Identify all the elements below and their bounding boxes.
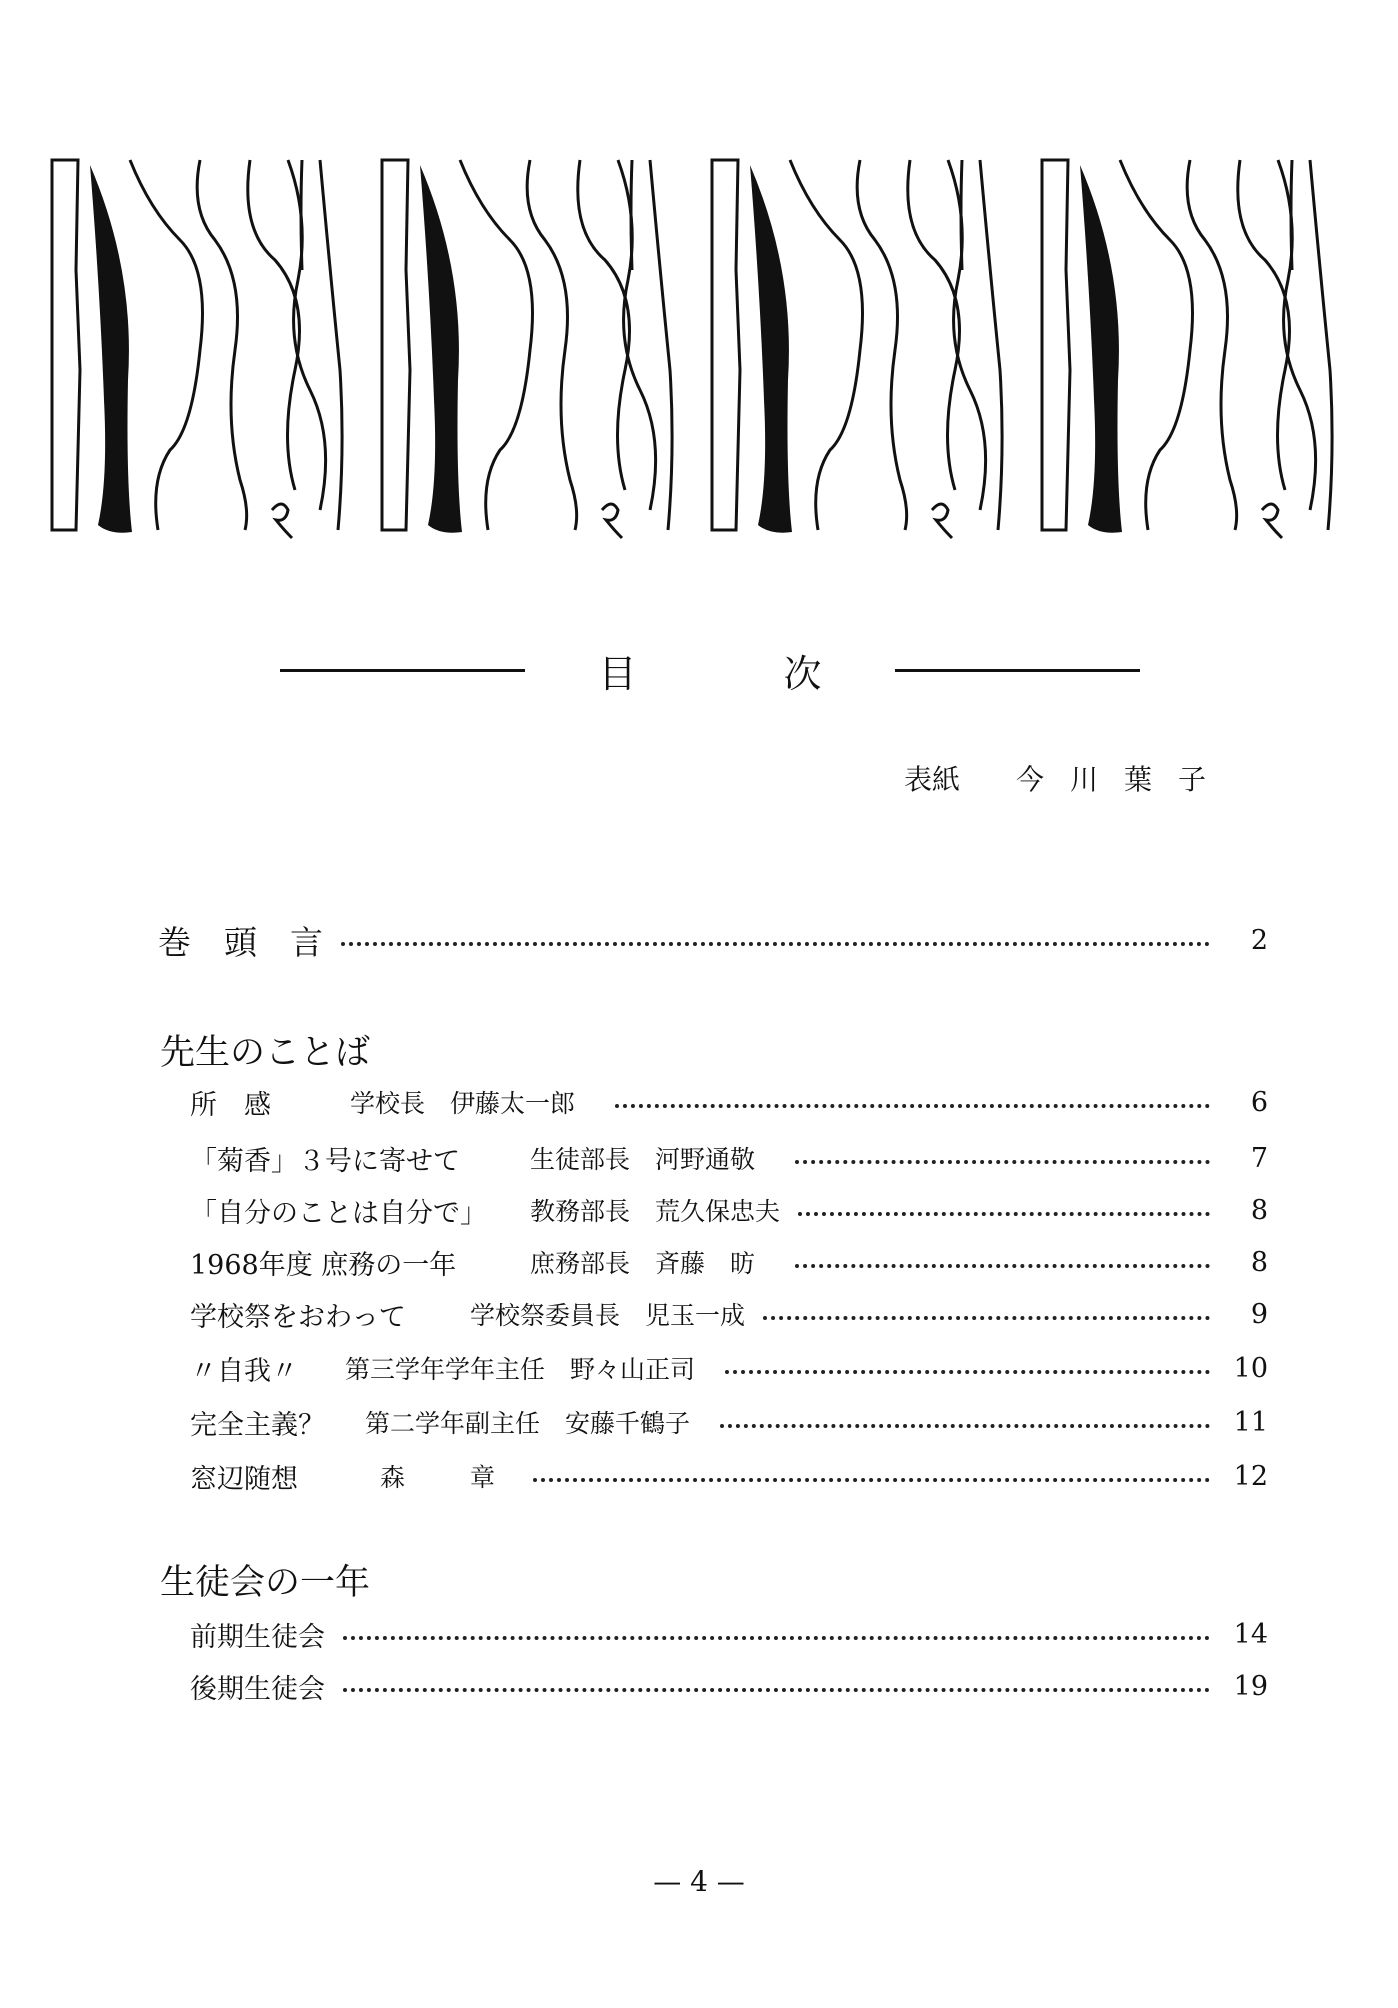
toc-entry-page: 9 [1250, 1298, 1268, 1330]
leader-dots [343, 1636, 1210, 1640]
toc-entry-title: 巻 頭 言 [158, 922, 323, 962]
toc-entry [190, 1400, 1268, 1444]
toc-entry-author: 学校長 伊藤太一郎 [350, 1089, 576, 1118]
toc-entry [190, 1612, 1268, 1656]
toc-entry-title: 1968年度 庶務の一年 [190, 1249, 457, 1281]
toc-title-left: 目 [598, 651, 637, 696]
toc-entry-title: 窓辺随想 [190, 1463, 298, 1495]
leader-dots [763, 1316, 1210, 1320]
toc-entry-author: 第二学年副主任 安藤千鶴子 [365, 1409, 691, 1438]
leader-dots [341, 942, 1210, 946]
toc-entry-page: 11 [1233, 1406, 1268, 1438]
toc-entry-title: 完全主義？ [190, 1409, 325, 1441]
toc-entry [190, 1188, 1268, 1232]
cover-credit [904, 758, 1232, 798]
toc-entry-page: 8 [1250, 1246, 1268, 1278]
leader-dots [343, 1688, 1210, 1692]
leader-dots [720, 1424, 1210, 1428]
toc-entry-author: 庶務部長 斉藤 昉 [530, 1249, 756, 1278]
toc-entry-title: 「菊香」３号に寄せて [190, 1145, 460, 1177]
leader-dots [795, 1264, 1210, 1268]
toc-entry-title: 〃自我〃 [190, 1355, 298, 1387]
toc-entry [190, 1136, 1268, 1180]
toc-entry-opening [158, 918, 1268, 962]
toc-entry-title: 所 感 [190, 1089, 271, 1121]
toc-entry-page: 2 [1250, 924, 1268, 956]
toc-title-row [280, 640, 1140, 700]
toc-entry [190, 1454, 1268, 1498]
toc-entry-title: 後期生徒会 [190, 1673, 325, 1705]
toc-entry [190, 1292, 1268, 1336]
toc-entry-page: 10 [1233, 1352, 1268, 1384]
toc-entry-author: 学校祭委員長 児玉一成 [470, 1301, 746, 1330]
toc-entry-page: 8 [1250, 1194, 1268, 1226]
leader-dots [795, 1160, 1210, 1164]
toc-entry [190, 1080, 1268, 1124]
cover-artist: 今川葉子 [1016, 763, 1233, 796]
toc-entry-author: 第三学年学年主任 野々山正司 [345, 1355, 696, 1384]
toc-entry-author: 森 章 [380, 1463, 516, 1492]
toc-entry-page: 6 [1250, 1086, 1268, 1118]
toc-entry-page: 12 [1233, 1460, 1268, 1492]
section-heading: 先生のことば [160, 1033, 371, 1073]
page-number-footer: — 4 — [653, 1865, 745, 1898]
toc-title [525, 643, 895, 698]
leader-dots [615, 1104, 1210, 1108]
toc-entry-title: 前期生徒会 [190, 1621, 325, 1653]
toc-entry-page: 14 [1233, 1618, 1268, 1650]
cover-label: 表紙 [904, 763, 961, 796]
title-rule-right [895, 669, 1140, 672]
decorative-banner [40, 150, 1360, 550]
leader-dots [798, 1212, 1210, 1216]
title-rule-left [280, 669, 525, 672]
toc-entry-page: 19 [1233, 1670, 1268, 1702]
toc-entry-author: 教務部長 荒久保忠夫 [530, 1197, 781, 1226]
toc-entry-title: 学校祭をおわって [190, 1301, 406, 1333]
leader-dots [725, 1370, 1210, 1374]
toc-entry-title: 「自分のことは自分で」 [190, 1197, 487, 1229]
toc-entry [190, 1346, 1268, 1390]
toc-title-right: 次 [783, 651, 822, 696]
leader-dots [533, 1478, 1210, 1482]
toc-entry [190, 1664, 1268, 1708]
toc-entry-page: 7 [1250, 1142, 1268, 1174]
toc-entry-author: 生徒部長 河野通敬 [530, 1145, 756, 1174]
toc-entry [190, 1240, 1268, 1284]
section-heading: 生徒会の一年 [160, 1563, 371, 1603]
